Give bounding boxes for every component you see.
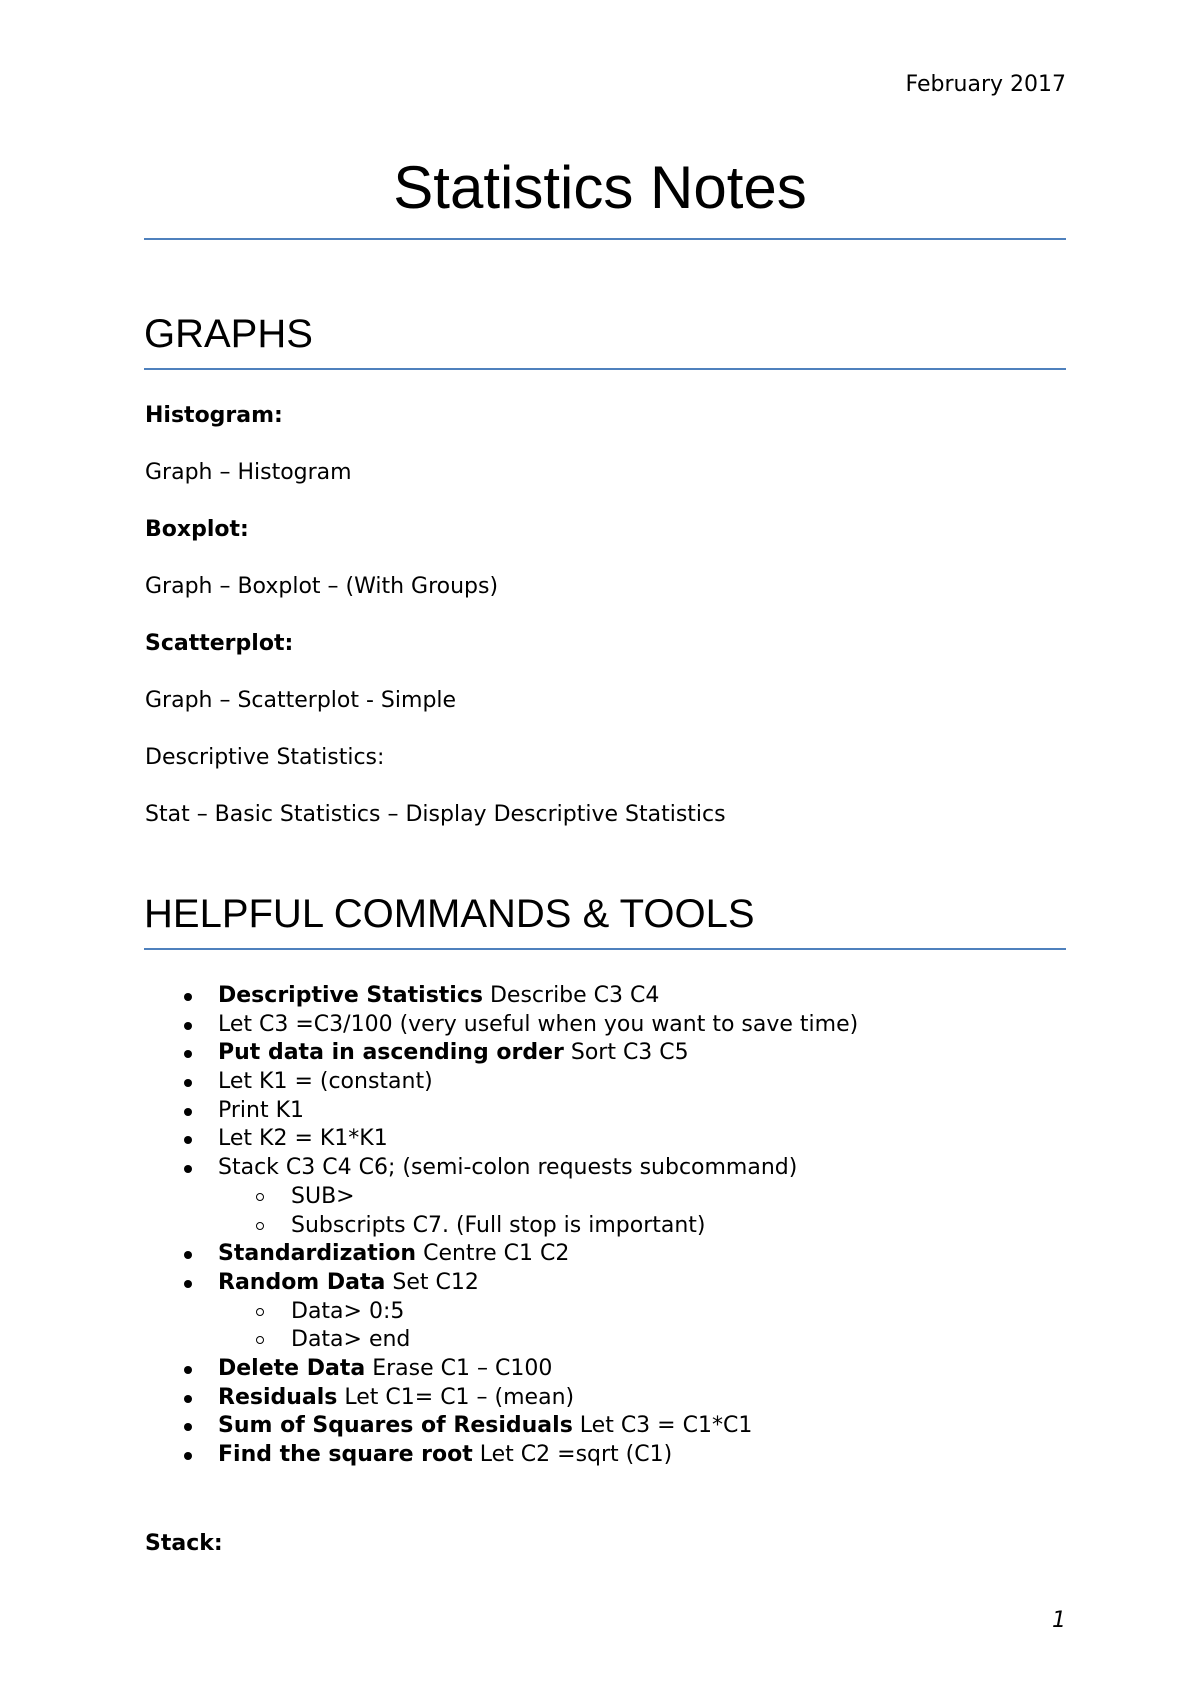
list-item: Sum of Squares of Residuals Let C3 = C1*C1 <box>0 1412 1200 1441</box>
list-item: Put data in ascending order Sort C3 C5 <box>0 1039 1200 1068</box>
descriptive-stats-label: Descriptive Statistics: <box>145 745 385 770</box>
title-divider <box>144 238 1066 240</box>
bullet-icon <box>184 1395 192 1403</box>
list-item: Print K1 <box>0 1097 1200 1126</box>
list-item: Let C3 =C3/100 (very useful when you want to save time) <box>0 1011 1200 1040</box>
boxplot-label: Boxplot: <box>145 517 249 542</box>
sub-bullet-icon <box>256 1336 264 1344</box>
helpful-divider <box>144 948 1066 950</box>
scatterplot-path: Graph – Scatterplot - Simple <box>145 688 457 713</box>
bullet-icon <box>184 1079 192 1087</box>
bullet-icon <box>184 1452 192 1460</box>
bullet-icon <box>184 1108 192 1116</box>
bullet-icon <box>184 1136 192 1144</box>
sub-bullet-icon <box>256 1222 264 1230</box>
bullet-icon <box>184 993 192 1001</box>
sub-list-item: Data> 0:5 <box>0 1298 1200 1327</box>
list-item: Stack C3 C4 C6; (semi-colon requests subcommand) <box>0 1154 1200 1183</box>
descriptive-stats-path: Stat – Basic Statistics – Display Descriptive Statistics <box>145 802 726 827</box>
bullet-icon <box>184 1366 192 1374</box>
sub-list-item: Data> end <box>0 1326 1200 1355</box>
bullet-icon <box>184 1251 192 1259</box>
section-heading-helpful-commands: HELPFUL COMMANDS & TOOLS <box>144 892 755 936</box>
sub-list-item: Subscripts C7. (Full stop is important) <box>0 1212 1200 1241</box>
scatterplot-label: Scatterplot: <box>145 631 294 656</box>
bullet-icon <box>184 1423 192 1431</box>
page-title: Statistics Notes <box>393 154 807 221</box>
sub-bullet-icon <box>256 1308 264 1316</box>
sub-bullet-icon <box>256 1193 264 1201</box>
bullet-icon <box>184 1050 192 1058</box>
commands-list <box>0 982 1200 1470</box>
histogram-path: Graph – Histogram <box>145 460 352 485</box>
list-item: Standardization Centre C1 C2 <box>0 1240 1200 1269</box>
list-item: Delete Data Erase C1 – C100 <box>0 1355 1200 1384</box>
list-item: Find the square root Let C2 =sqrt (C1) <box>0 1441 1200 1470</box>
list-item: Let K2 = K1*K1 <box>0 1125 1200 1154</box>
boxplot-path: Graph – Boxplot – (With Groups) <box>145 574 499 599</box>
list-item: Let K1 = (constant) <box>0 1068 1200 1097</box>
header-date: February 2017 <box>905 72 1066 97</box>
histogram-label: Histogram: <box>145 403 283 428</box>
list-item: Random Data Set C12 <box>0 1269 1200 1298</box>
list-item: Descriptive Statistics Describe C3 C4 <box>0 982 1200 1011</box>
bullet-icon <box>184 1280 192 1288</box>
sub-list-item: SUB> <box>0 1183 1200 1212</box>
graphs-divider <box>144 368 1066 370</box>
stack-label: Stack: <box>145 1531 223 1556</box>
page-number: 1 <box>1052 1608 1066 1633</box>
bullet-icon <box>184 1165 192 1173</box>
bullet-icon <box>184 1022 192 1030</box>
section-heading-graphs: GRAPHS <box>144 312 313 356</box>
list-item: Residuals Let C1= C1 – (mean) <box>0 1384 1200 1413</box>
